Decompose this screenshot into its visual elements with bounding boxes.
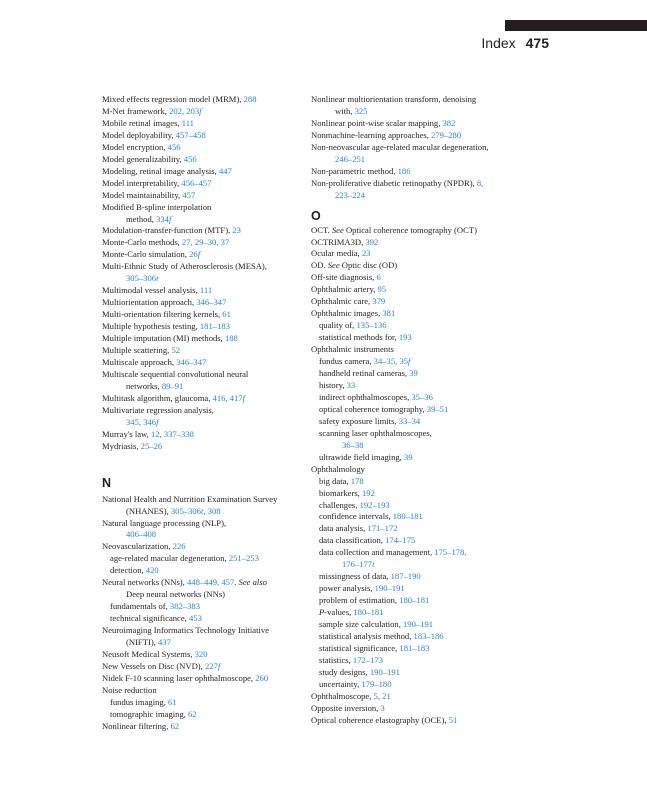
index-subentry: quality of, 135–136 (319, 320, 387, 331)
index-subentry: optical coherence tomography, 39–51 (319, 403, 449, 414)
index-subentry: handheld retinal cameras, 39 (319, 368, 418, 379)
index-entry: Model maintainability, 457 (102, 189, 196, 200)
index-subentry: sample size calculation, 190–191 (319, 619, 434, 630)
index-entry: Modeling, retinal image analysis, 447 (102, 165, 232, 176)
index-subentry: big data, 178 (319, 475, 364, 486)
index-entry: Multi-orientation filtering kernels, 61 (102, 309, 231, 320)
index-entry: Multiple imputation (MI) methods, 188 (102, 333, 238, 344)
index-entry: Off-site diagnosis, 6 (311, 272, 381, 283)
index-entry: Murray's law, 12, 337–338 (102, 428, 194, 439)
index-entry: New Vessels on Disc (NVD), 227f (102, 660, 221, 671)
index-entry: Ocular media, 23 (311, 248, 371, 259)
index-entry: Ophthalmoscope, 5, 21 (311, 690, 391, 701)
header-rule (505, 20, 647, 31)
index-entry: Multiorientation approach, 346–347 (102, 297, 227, 308)
index-entry: Nidek F-10 scanning laser ophthalmoscope, 260 (102, 672, 269, 683)
index-subentry: data classification, 174–175 (319, 535, 416, 546)
index-entry: Neovascularization, 226 (102, 541, 186, 552)
index-subentry: biomarkers, 192 (319, 487, 375, 498)
index-entry: Non-parametric method, 186 (311, 165, 411, 176)
index-entry: Modulation-transfer-function (MTF), 23 (102, 225, 241, 236)
index-subentry: indirect ophthalmoscopes, 35–36 (319, 391, 433, 402)
section-letter-n: N (102, 475, 112, 490)
index-subentry: problem of estimation, 180–181 (319, 595, 430, 606)
index-subentry: power analysis, 190–191 (319, 583, 405, 594)
index-entry: Multiple hypothesis testing, 181–183 (102, 321, 230, 332)
index-column-left (102, 94, 302, 733)
index-section-m (102, 94, 302, 453)
index-subentry: age-related macular degeneration, 251–253 (110, 553, 259, 564)
index-subentry: data analysis, 171–172 (319, 523, 398, 534)
index-subentry: tomographic imaging, 62 (110, 708, 197, 719)
index-entry: Ophthalmology (311, 463, 365, 474)
index-entry: OCTRIMA3D, 392 (311, 236, 379, 247)
index-entry: Mobile retinal images, 111 (102, 117, 194, 128)
index-subentry: fundamentals of, 382–383 (110, 601, 200, 612)
index-subentry: fundus imaging, 61 (110, 696, 177, 707)
index-entry: Optical coherence elastography (OCE), 51 (311, 714, 458, 725)
index-entry: Monte-Carlo simulation, 26f (102, 249, 201, 260)
index-entry: Multi-Ethnic Study of Atherosclerosis (MESA), 305–306t (102, 261, 267, 284)
index-subentry: scanning laser ophthalmoscopes, 36–38 (319, 427, 432, 450)
index-subentry: statistical significance, 181–183 (319, 642, 430, 653)
running-head-title: Index (481, 35, 516, 51)
index-subentry: study designs, 190–191 (319, 666, 400, 677)
index-subentry: statistical analysis method, 183–186 (319, 630, 444, 641)
index-entry: Modified B-spline interpolation method, 334f (102, 201, 212, 224)
index-column-right (311, 94, 521, 727)
index-subentry: safety exposure limits, 33–34 (319, 415, 421, 426)
index-entry: Multiple scattering, 52 (102, 345, 181, 356)
index-entry: Noise reduction (102, 684, 157, 695)
index-entry: Nonlinear multiorientation transform, denoising with, 325 (311, 94, 477, 116)
index-entry: M-Net framework, 202, 203f (102, 105, 202, 116)
index-subentry: confidence intervals, 180–181 (319, 511, 423, 522)
index-subentry: missingness of data, 187–190 (319, 571, 421, 582)
index-entry: Mixed effects regression model (MRM), 288 (102, 94, 257, 104)
index-entry: Model deployability, 457–458 (102, 129, 206, 140)
index-entry: Natural language processing (NLP), 406–408 (102, 517, 227, 540)
index-entry: Mydriasis, 25–26 (102, 440, 163, 451)
index-entry: Multitask algorithm, glaucoma, 416, 417f (102, 392, 245, 403)
index-entry: Ophthalmic artery, 95 (311, 284, 387, 295)
index-subentry: fundus camera, 34–35, 35f (319, 356, 411, 367)
index-entry: Nonlinear filtering, 62 (102, 720, 180, 731)
index-section-o (311, 225, 521, 727)
index-section-n-right (311, 94, 521, 202)
index-subentry: technical significance, 453 (110, 613, 202, 624)
index-entry: Multiscale sequential convolutional neural networks, 89–91 (102, 368, 249, 391)
index-entry: Ophthalmic instruments (311, 344, 394, 355)
index-entry: Multivariate regression analysis, 345, 346f (102, 404, 214, 427)
running-head (481, 35, 549, 51)
index-subentry: detection, 420 (110, 565, 159, 576)
index-subentry: statistical methods for, 193 (319, 332, 412, 343)
index-subentry: challenges, 192–193 (319, 499, 390, 510)
index-entry: Nonlinear point-wise scalar mapping, 382 (311, 117, 456, 128)
index-entry: Non-proliferative diabetic retinopathy (NPDR), 8, 223–224 (311, 177, 484, 200)
section-letter-o: O (311, 208, 321, 223)
index-entry: Model encryption, 456 (102, 141, 181, 152)
index-entry: Opposite inversion, 3 (311, 702, 385, 713)
index-entry: OCT. See Optical coherence tomography (OCT) (311, 224, 477, 235)
index-entry: Model interpretability, 456–457 (102, 177, 212, 188)
index-entry: National Health and Nutrition Examination Survey (NHANES), 305–306t, 308 (102, 493, 278, 516)
page-number: 475 (525, 35, 549, 51)
index-subentry: statistics, 172–173 (319, 654, 383, 665)
index-section-n-left (102, 494, 302, 733)
index-entry: Multimodal vessel analysis, 111 (102, 285, 213, 296)
index-subentry: P-values, 180–181 (319, 607, 384, 618)
index-subentry: ultrawide field imaging, 39 (319, 451, 413, 462)
index-entry: OD. See Optic disc (OD) (311, 260, 398, 271)
index-subentry: uncertainty, 179–180 (319, 678, 392, 689)
index-entry: Nonmachine-learning approaches, 279–280 (311, 129, 462, 140)
index-entry: Neusoft Medical Systems, 320 (102, 648, 208, 659)
index-entry: Non-neovascular age-related macular degeneration, 246–251 (311, 141, 489, 164)
index-subentry: data collection and management, 175–178, 176–177t (319, 547, 467, 570)
index-entry: Multiscale approach, 346–347 (102, 356, 207, 367)
index-entry: Monte-Carlo methods, 27, 29–30, 37 (102, 237, 230, 248)
index-entry: Ophthalmic care, 379 (311, 296, 386, 307)
index-entry: Model generalizability, 456 (102, 153, 197, 164)
index-entry: Ophthalmic images, 381 (311, 308, 396, 319)
index-entry: Neural networks (NNs), 448–449, 457. See also Deep neural networks (NNs) (102, 577, 267, 600)
index-subentry: history, 33 (319, 379, 356, 390)
index-entry: Neuroimaging Informatics Technology Initiative (NIFTI), 437 (102, 625, 270, 648)
